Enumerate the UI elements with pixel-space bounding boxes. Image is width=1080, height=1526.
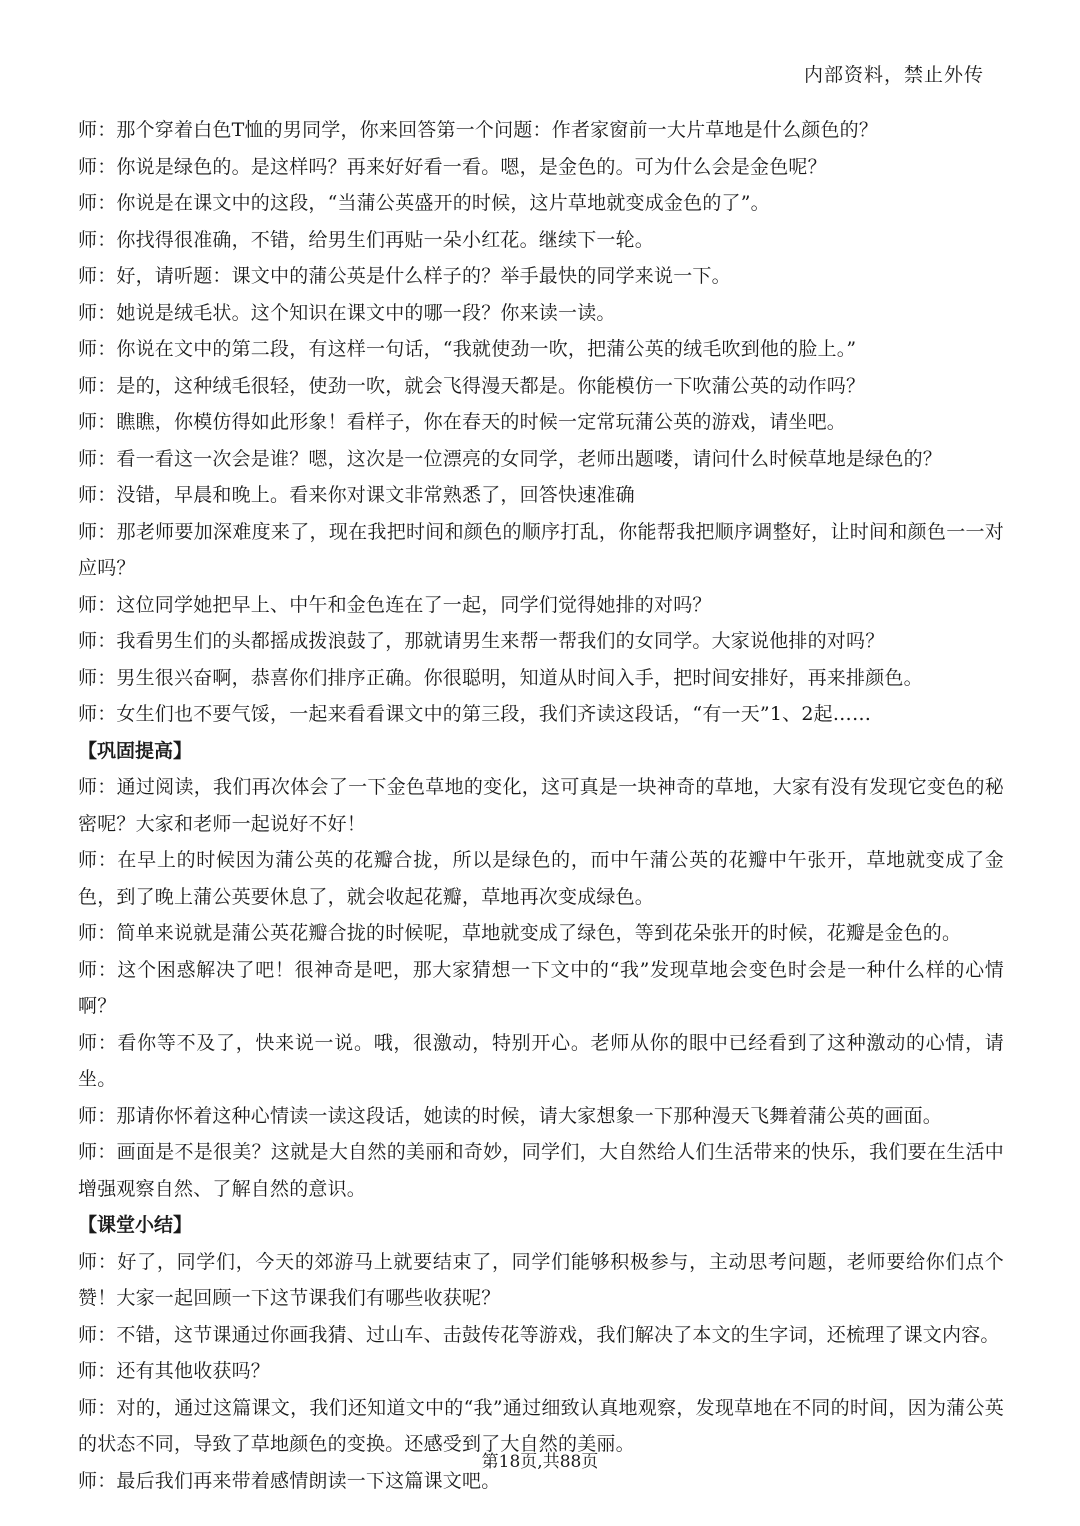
paragraph: 师：看你等不及了，快来说一说。哦，很激动，特别开心。老师从你的眼中已经看到了这种激动的心情，请坐。 <box>78 1031 1004 1090</box>
paragraph: 师：不错，这节课通过你画我猜、过山车、击鼓传花等游戏，我们解决了本文的生字词，还梳理了课文内容。 <box>78 1323 1000 1346</box>
paragraph: 师：简单来说就是蒲公英花瓣合拢的时候呢，草地就变成了绿色，等到花朵张开的时候，花瓣是金色的。 <box>78 922 962 944</box>
paragraph: 师：瞧瞧，你模仿得如此形象！看样子，你在春天的时候一定常玩蒲公英的游戏，请坐吧。 <box>78 411 847 433</box>
page-number: 第18页,共88页 <box>481 1452 599 1472</box>
paragraph: 师：那老师要加深难度来了，现在我把时间和颜色的顺序打乱，你能帮我把顺序调整好，让时间和颜色一一对应吗？ <box>78 520 1004 579</box>
paragraph: 师：对的，通过这篇课文，我们还知道文中的“我”通过细致认真地观察，发现草地在不同的时间，因为蒲公英的状态不同，导致了草地颜色的变换。还感受到了大自然的美丽。 <box>78 1396 1004 1455</box>
document-body <box>78 112 1004 1499</box>
paragraph: 师：女生们也不要气馁，一起来看看课文中的第三段，我们齐读这段话，“有一天”1、2起…… <box>78 703 872 725</box>
section-heading-summary: 【课堂小结】 <box>78 1214 193 1236</box>
paragraph: 师：这位同学她把早上、中午和金色连在了一起，同学们觉得她排的对吗？ <box>78 593 712 616</box>
paragraph: 师：那请你怀着这种心情读一读这段话，她读的时候，请大家想象一下那种漫天飞舞着蒲公英的画面。 <box>78 1104 943 1127</box>
paragraph: 师：通过阅读，我们再次体会了一下金色草地的变化，这可真是一块神奇的草地，大家有没有发现它变色的秘密呢？大家和老师一起说好不好！ <box>78 776 1004 835</box>
paragraph: 师：是的，这种绒毛很轻，使劲一吹，就会飞得漫天都是。你能模仿一下吹蒲公英的动作吗？ <box>78 374 866 397</box>
paragraph: 师：我看男生们的头都摇成拨浪鼓了，那就请男生来帮一帮我们的女同学。大家说他排的对吗？ <box>78 630 885 652</box>
paragraph: 师：她说是绒毛状。这个知识在课文中的哪一段？你来读一读。 <box>78 301 616 324</box>
paragraph: 师：你说是在课文中的这段，“当蒲公英盛开的时候，这片草地就变成金色的了”。 <box>78 192 770 214</box>
paragraph: 师：最后我们再来带着感情朗读一下这篇课文吧。 <box>78 1469 501 1492</box>
paragraph: 师：你说是绿色的。是这样吗？再来好好看一看。嗯，是金色的。可为什么会是金色呢？ <box>78 155 827 178</box>
paragraph: 师：好了，同学们，今天的郊游马上就要结束了，同学们能够积极参与，主动思考问题，老师要给你们点个赞！大家一起回顾一下这节课我们有哪些收获呢？ <box>78 1250 1004 1309</box>
paragraph: 师：没错，早晨和晚上。看来你对课文非常熟悉了，回答快速准确 <box>78 484 635 506</box>
paragraph: 师：看一看这一次会是谁？嗯，这次是一位漂亮的女同学，老师出题喽，请问什么时候草地是绿色的？ <box>78 447 943 470</box>
paragraph: 师：画面是不是很美？这就是大自然的美丽和奇妙，同学们，大自然给人们生活带来的快乐，我们要在生活中增强观察自然、了解自然的意识。 <box>78 1141 1004 1200</box>
paragraph: 师：那个穿着白色T恤的男同学，你来回答第一个问题：作者家窗前一大片草地是什么颜色的？ <box>78 119 879 141</box>
paragraph: 师：你说在文中的第二段，有这样一句话，“我就使劲一吹，把蒲公英的绒毛吹到他的脸上。” <box>78 338 857 360</box>
confidential-notice: 内部资料，禁止外传 <box>803 64 984 86</box>
paragraph: 师：你找得很准确，不错，给男生们再贴一朵小红花。继续下一轮。 <box>78 228 655 251</box>
paragraph: 师：在早上的时候因为蒲公英的花瓣合拢，所以是绿色的，而中午蒲公英的花瓣中午张开，草地就变成了金色，到了晚上蒲公英要休息了，就会收起花瓣，草地再次变成绿色。 <box>78 849 1004 908</box>
paragraph: 师：男生很兴奋啊，恭喜你们排序正确。你很聪明，知道从时间入手，把时间安排好，再来排颜色。 <box>78 666 923 689</box>
section-heading-consolidation: 【巩固提高】 <box>78 739 193 762</box>
paragraph: 师：这个困惑解决了吧！很神奇是吧，那大家猜想一下文中的“我”发现草地会变色时会是一种什么样的心情啊？ <box>78 958 1004 1017</box>
paragraph: 师：还有其他收获吗？ <box>78 1360 271 1382</box>
paragraph: 师：好，请听题：课文中的蒲公英是什么样子的？举手最快的同学来说一下。 <box>78 265 731 287</box>
